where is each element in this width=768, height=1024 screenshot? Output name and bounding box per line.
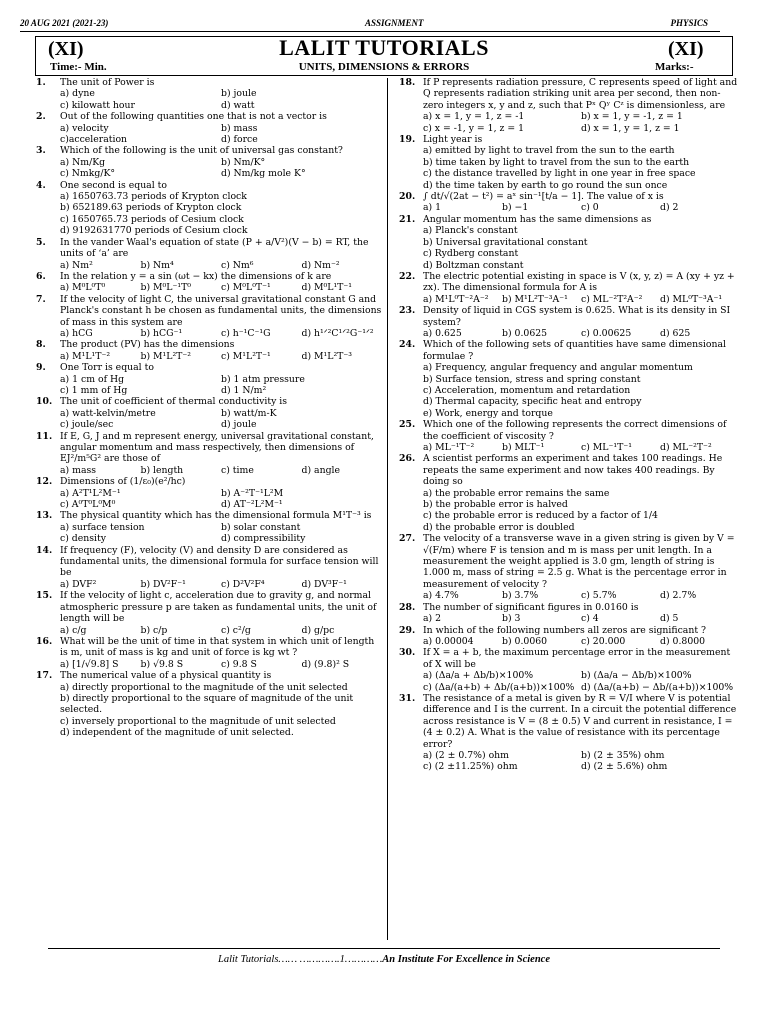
- question-text: The velocity of a transverse wave in a given string is given by V = √(F/m) where F is tension and m is mass per unit length. In a measurement the weight applied is 3.0 gm, length of string is 1.000 m, mass of string = 2.5 g. What is the percentage error in measurement of velocity ?: [423, 533, 735, 590]
- question-text: If E, G, J and m represent energy, universal gravitational constant, angular momentum and mass respectively, then dimensions of EJ²/m⁵G² are those of: [60, 430, 374, 465]
- option-b: b) M⁰L⁻¹T⁰: [140, 282, 192, 294]
- option-c: c) M¹L²T⁻¹: [221, 350, 271, 362]
- question-number: 29.: [399, 624, 416, 636]
- question-text: If P represents radiation pressure, C represents speed of light and Q represents radiation striking unit area per second, then non-zero integers x, y and z, such that Pˣ Qʸ Cᶻ is dimensionless, are: [423, 77, 738, 111]
- question-1: [36, 77, 382, 111]
- option-b: b) the probable error is halved: [423, 499, 568, 511]
- option-a: a) the probable error remains the same: [423, 487, 610, 499]
- option-d: d) (9.8)² S: [301, 658, 350, 670]
- options-group: [60, 191, 382, 237]
- question-number: 23.: [399, 305, 416, 317]
- option-a: a) Planck's constant: [423, 225, 518, 237]
- column-divider: [387, 78, 388, 940]
- option-c: c) 1650765.73 periods of Cesium clock: [60, 213, 244, 225]
- option-d: d) g/pc: [301, 624, 335, 636]
- option-b: b) directly proportional to the square of magnitude of the unit selected.: [60, 692, 354, 716]
- option-a: a) watt-kelvin/metre: [60, 407, 156, 419]
- question-number: 9.: [36, 362, 46, 374]
- option-b: b) solar constant: [221, 521, 301, 533]
- option-b: b) (2 ± 35%) ohm: [581, 749, 665, 761]
- option-a: a) DVF²: [60, 578, 97, 590]
- question-text: The product (PV) has the dimensions: [60, 339, 235, 351]
- option-a: a) M¹L¹T⁻²: [60, 350, 111, 362]
- question-text: The unit of coefficient of thermal conductivity is: [60, 396, 288, 408]
- question-21: [399, 214, 739, 271]
- option-d: d) Boltzman constant: [423, 259, 524, 271]
- question-number: 30.: [399, 647, 416, 659]
- option-a: a) 1: [423, 202, 442, 214]
- question-text: Which of the following is the unit of universal gas constant?: [60, 145, 343, 157]
- option-d: d) Nm/kg mole K°: [221, 168, 306, 180]
- option-c: c) A⁰T⁰L⁰M⁰: [60, 499, 116, 511]
- question-text: One Torr is equal to: [60, 362, 154, 374]
- option-b: b) −1: [502, 202, 529, 214]
- question-4: [36, 180, 382, 237]
- doc-type-label: ASSIGNMENT: [365, 18, 424, 28]
- options-group: [423, 225, 739, 271]
- options-group: [60, 282, 382, 293]
- question-number: 21.: [399, 213, 416, 225]
- class-label-right: (XI): [668, 38, 704, 60]
- footer-divider: [48, 948, 720, 949]
- options-group: [60, 374, 382, 397]
- question-3: [36, 145, 382, 179]
- option-a: a) 1650763.73 periods of Krypton clock: [60, 191, 247, 203]
- option-d: d) (Δa/(a+b) − Δb/(a+b))×100%: [581, 681, 734, 693]
- option-c: c) Rydberg constant: [423, 248, 519, 260]
- option-c: c) c²/g: [221, 624, 251, 636]
- question-5: [36, 237, 382, 271]
- option-b: b) M¹L²T⁻³A⁻¹: [502, 293, 568, 305]
- top-info-line: [20, 18, 708, 30]
- option-c: c) M⁰L⁰T⁻¹: [221, 282, 271, 294]
- option-a: a) mass: [60, 464, 97, 476]
- option-c: c) density: [60, 533, 106, 545]
- question-number: 6.: [36, 270, 46, 282]
- page-number: …… ………….1…………: [278, 954, 383, 965]
- option-b: b) Universal gravitational constant: [423, 236, 588, 248]
- option-d: d) watt: [221, 99, 255, 111]
- option-c: c) 0.00625: [581, 327, 632, 339]
- option-d: d) DV³F⁻¹: [301, 578, 347, 590]
- question-number: 28.: [399, 601, 416, 613]
- option-b: b) time taken by light to travel from the sun to the earth: [423, 156, 690, 168]
- option-a: a) 1 cm of Hg: [60, 373, 125, 385]
- right-question-column: [399, 77, 739, 773]
- options-group: [60, 88, 382, 111]
- option-c: c) ML⁻²T²A⁻²: [581, 293, 643, 305]
- options-group: [60, 351, 382, 362]
- options-group: [423, 590, 739, 601]
- question-text: ∫ dt/√(2at − t²) = aˣ sin⁻¹[t/a − 1]. The value of x is: [423, 191, 664, 203]
- option-b: b) Nm/K°: [221, 156, 266, 168]
- page-footer: [0, 954, 768, 965]
- question-8: [36, 339, 382, 362]
- option-c: c) 20.000: [581, 635, 626, 647]
- option-c: c) ML⁻¹T⁻¹: [581, 442, 632, 453]
- option-b: b) x = 1, y = -1, z = 1: [581, 111, 683, 123]
- option-a: a) dyne: [60, 88, 95, 100]
- question-27: [399, 533, 739, 601]
- question-text: Out of the following quantities one that is not a vector is: [60, 111, 327, 123]
- option-b: b) (Δa/a − Δb/b)×100%: [581, 670, 692, 682]
- option-d: d) x = 1, y = 1, z = 1: [581, 122, 680, 134]
- question-number: 4.: [36, 179, 46, 191]
- option-c: c) Nmkg/K°: [60, 168, 116, 180]
- question-14: [36, 545, 382, 591]
- option-c: c) Acceleration, momentum and retardation: [423, 384, 631, 396]
- option-b: b) joule: [221, 88, 257, 100]
- question-number: 13.: [36, 510, 53, 522]
- question-text: The physical quantity which has the dimensional formula M¹T⁻³ is: [60, 510, 372, 522]
- question-9: [36, 362, 382, 396]
- options-group: [60, 328, 382, 339]
- options-group: [423, 111, 739, 134]
- option-b: b) length: [140, 464, 184, 476]
- option-a: a) 0.625: [423, 327, 462, 339]
- option-c: c)acceleration: [60, 134, 128, 146]
- option-c: c) kilowatt hour: [60, 99, 135, 111]
- option-c: c) 5.7%: [581, 590, 617, 602]
- option-d: d) force: [221, 134, 258, 146]
- option-d: d) h¹ᐟ²C¹ᐟ²G⁻¹ᐟ²: [301, 327, 374, 339]
- option-c: c) (Δa/(a+b) + Δb/(a+b))×100%: [423, 681, 575, 693]
- option-c: c) h⁻¹C⁻¹G: [221, 327, 271, 339]
- question-22: [399, 271, 739, 305]
- option-a: a) c/g: [60, 624, 87, 636]
- option-a: a) 4.7%: [423, 590, 459, 602]
- options-group: [60, 659, 382, 670]
- option-b: b) 3: [502, 613, 521, 625]
- question-text: What will be the unit of time in that system in which unit of length is m, unit of mass is kg and unit of force is kg wt ?: [60, 635, 375, 659]
- options-group: [60, 488, 382, 511]
- option-d: d) 5: [660, 613, 679, 625]
- option-e: e) Work, energy and torque: [423, 407, 553, 419]
- option-a: a) Nm²: [60, 259, 93, 271]
- option-a: a) M⁰L⁰T⁰: [60, 282, 106, 294]
- option-d: d) joule: [221, 419, 257, 431]
- question-number: 7.: [36, 293, 46, 305]
- options-group: [60, 579, 382, 590]
- question-30: [399, 647, 739, 693]
- option-a: a) emitted by light to travel from the sun to the earth: [423, 145, 675, 157]
- question-26: [399, 453, 739, 533]
- question-31: [399, 693, 739, 773]
- question-number: 22.: [399, 270, 416, 282]
- option-d: d) Nm⁻²: [301, 259, 340, 271]
- option-c: c) inversely proportional to the magnitude of unit selected: [60, 715, 336, 727]
- question-number: 24.: [399, 339, 416, 351]
- option-b: b) 3.7%: [502, 590, 539, 602]
- subject-label: PHYSICS: [670, 18, 708, 28]
- options-group: [423, 328, 739, 339]
- options-group: [423, 294, 739, 305]
- date-label: 20 AUG 2021 (2021-23): [20, 18, 109, 28]
- option-a: a) 2: [423, 613, 442, 625]
- options-group: [423, 145, 739, 191]
- question-text: Angular momentum has the same dimensions as: [423, 213, 652, 225]
- question-25: [399, 419, 739, 453]
- question-text: In the relation y = a sin (ωt − kx) the dimensions of k are: [60, 270, 332, 282]
- question-number: 16.: [36, 635, 53, 647]
- option-a: a) velocity: [60, 122, 109, 134]
- time-label: Time:- Min.: [50, 61, 107, 73]
- options-group: [423, 613, 739, 624]
- class-label-left: (XI): [48, 38, 84, 60]
- option-d: d) ML⁰T⁻³A⁻¹: [660, 293, 723, 305]
- question-28: [399, 602, 739, 625]
- question-text: The electric potential existing in space is V (x, y, z) = A (xy + yz + zx). The dimensional formula for A is: [423, 270, 735, 294]
- institute-title: LALIT TUTORIALS: [279, 35, 489, 60]
- question-2: [36, 111, 382, 145]
- option-b: b) 0.0625: [502, 327, 548, 339]
- option-a: a) Nm/Kg: [60, 156, 106, 168]
- question-11: [36, 431, 382, 477]
- option-d: d) 0.8000: [660, 635, 706, 647]
- option-d: d) the probable error is doubled: [423, 521, 575, 533]
- option-c: c) 4: [581, 613, 599, 625]
- question-6: [36, 271, 382, 294]
- question-number: 10.: [36, 396, 53, 408]
- option-b: b) √9.8 S: [140, 658, 184, 670]
- question-number: 18.: [399, 77, 416, 88]
- question-text: Which one of the following represents the correct dimensions of the coefficient of viscosity ?: [423, 419, 727, 442]
- option-d: d) 625: [660, 327, 691, 339]
- option-c: c) the distance travelled by light in one year in free space: [423, 168, 696, 180]
- question-number: 20.: [399, 191, 416, 203]
- options-group: [60, 260, 382, 271]
- question-text: A scientist performs an experiment and takes 100 readings. He repeats the same experiment and now takes 400 readings. By doing so: [423, 453, 723, 488]
- option-a: a) surface tension: [60, 521, 145, 533]
- question-text: In which of the following numbers all zeros are significant ?: [423, 624, 707, 636]
- option-d: d) compressibility: [221, 533, 306, 545]
- question-text: If X = a + b, the maximum percentage error in the measurement of X will be: [423, 647, 731, 670]
- option-a: a) (Δa/a + Δb/b)×100%: [423, 670, 534, 682]
- option-c: c) D²V²F⁴: [221, 578, 265, 590]
- options-group: [60, 123, 382, 146]
- question-number: 8.: [36, 339, 46, 351]
- option-c: c) the probable error is reduced by a factor of 1/4: [423, 510, 658, 522]
- options-group: [423, 750, 739, 773]
- option-c: c) 0: [581, 202, 599, 214]
- question-text: In the vander Waal's equation of state (P + a/V²)(V − b) = RT, the units of ‘a’ are: [60, 236, 369, 260]
- option-b: b) hCG⁻¹: [140, 327, 183, 339]
- question-17: [36, 670, 382, 738]
- option-b: b) watt/m-K: [221, 407, 277, 419]
- question-18: [399, 77, 739, 134]
- question-text: Density of liquid in CGS system is 0.625. What is its density in SI system?: [423, 305, 731, 328]
- option-a: a) M¹L⁰T⁻²A⁻²: [423, 293, 489, 305]
- question-text: The numerical value of a physical quantity is: [60, 670, 272, 682]
- option-d: d) independent of the magnitude of unit selected.: [60, 727, 294, 739]
- option-d: d) 1 N/m²: [221, 384, 267, 396]
- option-a: a) (2 ± 0.7%) ohm: [423, 749, 509, 761]
- options-group: [423, 636, 739, 647]
- footer-brand: Lalit Tutorials: [218, 954, 279, 965]
- question-7: [36, 294, 382, 340]
- option-a: a) 0.00004: [423, 635, 474, 647]
- option-b: b) Nm⁴: [140, 259, 174, 271]
- options-group: [60, 157, 382, 180]
- footer-tagline: An Institute For Excellence in Science: [382, 954, 550, 965]
- question-29: [399, 625, 739, 648]
- question-text: If the velocity of light c, acceleration due to gravity g, and normal atmospheric pressure p are taken as fundamental units, the unit of length will be: [60, 590, 377, 625]
- option-b: b) M¹L²T⁻²: [140, 350, 192, 362]
- question-number: 17.: [36, 670, 53, 682]
- option-d: d) Thermal capacity, specific heat and entropy: [423, 396, 642, 408]
- option-b: b) 652189.63 periods of Krypton clock: [60, 202, 242, 214]
- options-group: [423, 202, 739, 213]
- question-text: The unit of Power is: [60, 77, 155, 88]
- question-number: 14.: [36, 544, 53, 556]
- question-text: Which of the following sets of quantities have same dimensional formulae ?: [423, 339, 726, 362]
- marks-label: Marks:-: [655, 61, 694, 73]
- option-d: d) 9192631770 periods of Cesium clock: [60, 225, 248, 237]
- option-d: d) (2 ± 5.6%) ohm: [581, 761, 668, 773]
- options-group: [423, 442, 739, 453]
- question-number: 25.: [399, 419, 416, 431]
- option-d: d) AT⁻²L²M⁻¹: [221, 499, 283, 511]
- question-number: 15.: [36, 590, 53, 602]
- option-b: b) 1 atm pressure: [221, 373, 305, 385]
- left-question-column: [36, 77, 382, 739]
- question-text: The number of significant figures in 0.0160 is: [423, 601, 639, 613]
- question-number: 26.: [399, 453, 416, 465]
- option-d: d) M⁰L¹T⁻¹: [301, 282, 353, 294]
- options-group: [423, 670, 739, 693]
- options-group: [423, 362, 739, 419]
- question-10: [36, 396, 382, 430]
- question-23: [399, 305, 739, 339]
- option-c: c) joule/sec: [60, 419, 114, 431]
- question-text: Light year is: [423, 134, 483, 146]
- question-16: [36, 636, 382, 670]
- top-divider: [20, 31, 720, 32]
- option-d: d) 2.7%: [660, 590, 697, 602]
- option-a: a) [1/√9.8] S: [60, 658, 119, 670]
- option-a: a) Frequency, angular frequency and angular momentum: [423, 362, 693, 374]
- question-number: 1.: [36, 77, 46, 88]
- option-b: b) MLT⁻¹: [502, 442, 545, 453]
- question-19: [399, 134, 739, 191]
- question-number: 11.: [36, 430, 53, 442]
- option-d: d) the time taken by earth to go round the sun once: [423, 179, 668, 191]
- option-c: c) time: [221, 464, 254, 476]
- option-b: b) DV²F⁻¹: [140, 578, 186, 590]
- question-20: [399, 191, 739, 214]
- option-d: d) 2: [660, 202, 679, 214]
- question-text: The resistance of a metal is given by R = V/I where V is potential difference and I is the current. In a circuit the potential difference across resistance is V = (8 ± 0.5) V and current in resistance, I = (4 ± 0.2) A. What is the value of resistance with its percentage error?: [423, 692, 737, 750]
- option-a: a) ML⁻¹T⁻²: [423, 442, 475, 453]
- question-text: Dimensions of (1/ε₀)(e²/hc): [60, 476, 186, 488]
- option-b: b) mass: [221, 122, 258, 134]
- question-number: 2.: [36, 111, 46, 123]
- option-c: c) x = -1, y = 1, z = 1: [423, 122, 524, 134]
- question-text: If the velocity of light C, the universal gravitational constant G and Planck's constant h be chosen as fundamental units, the dimensions of mass in this system are: [60, 293, 382, 328]
- question-number: 19.: [399, 134, 416, 146]
- options-group: [60, 522, 382, 545]
- options-group: [60, 465, 382, 476]
- option-c: c) Nm⁶: [221, 259, 254, 271]
- option-d: d) ML⁻²T⁻²: [660, 442, 712, 453]
- option-b: b) Surface tension, stress and spring constant: [423, 373, 641, 385]
- option-c: c) 9.8 S: [221, 658, 257, 670]
- assignment-title: UNITS, DIMENSIONS & ERRORS: [298, 61, 470, 73]
- question-number: 12.: [36, 476, 53, 488]
- options-group: [60, 625, 382, 636]
- question-12: [36, 476, 382, 510]
- options-group: [423, 488, 739, 534]
- option-a: a) A²T¹L²M⁻¹: [60, 487, 121, 499]
- question-number: 31.: [399, 692, 416, 704]
- question-number: 27.: [399, 533, 416, 545]
- option-a: a) directly proportional to the magnitude of the unit selected: [60, 681, 348, 693]
- option-c: c) 1 mm of Hg: [60, 384, 128, 396]
- option-c: c) (2 ±11.25%) ohm: [423, 761, 518, 773]
- option-d: d) angle: [301, 464, 340, 476]
- options-group: [60, 682, 382, 739]
- option-d: d) M¹L²T⁻³: [301, 350, 353, 362]
- option-b: b) c/p: [140, 624, 168, 636]
- question-15: [36, 590, 382, 636]
- question-number: 5.: [36, 236, 46, 248]
- question-text: One second is equal to: [60, 179, 167, 191]
- option-a: a) x = 1, y = 1, z = -1: [423, 111, 525, 123]
- option-b: b) 0.0060: [502, 635, 548, 647]
- question-number: 3.: [36, 145, 46, 157]
- options-group: [60, 408, 382, 431]
- question-24: [399, 339, 739, 419]
- option-a: a) hCG: [60, 327, 93, 339]
- question-text: If frequency (F), velocity (V) and density D are considered as fundamental units, the dimensional formula for surface tension will be: [60, 544, 379, 579]
- option-b: b) A⁻²T⁻¹L²M: [221, 487, 284, 499]
- question-13: [36, 510, 382, 544]
